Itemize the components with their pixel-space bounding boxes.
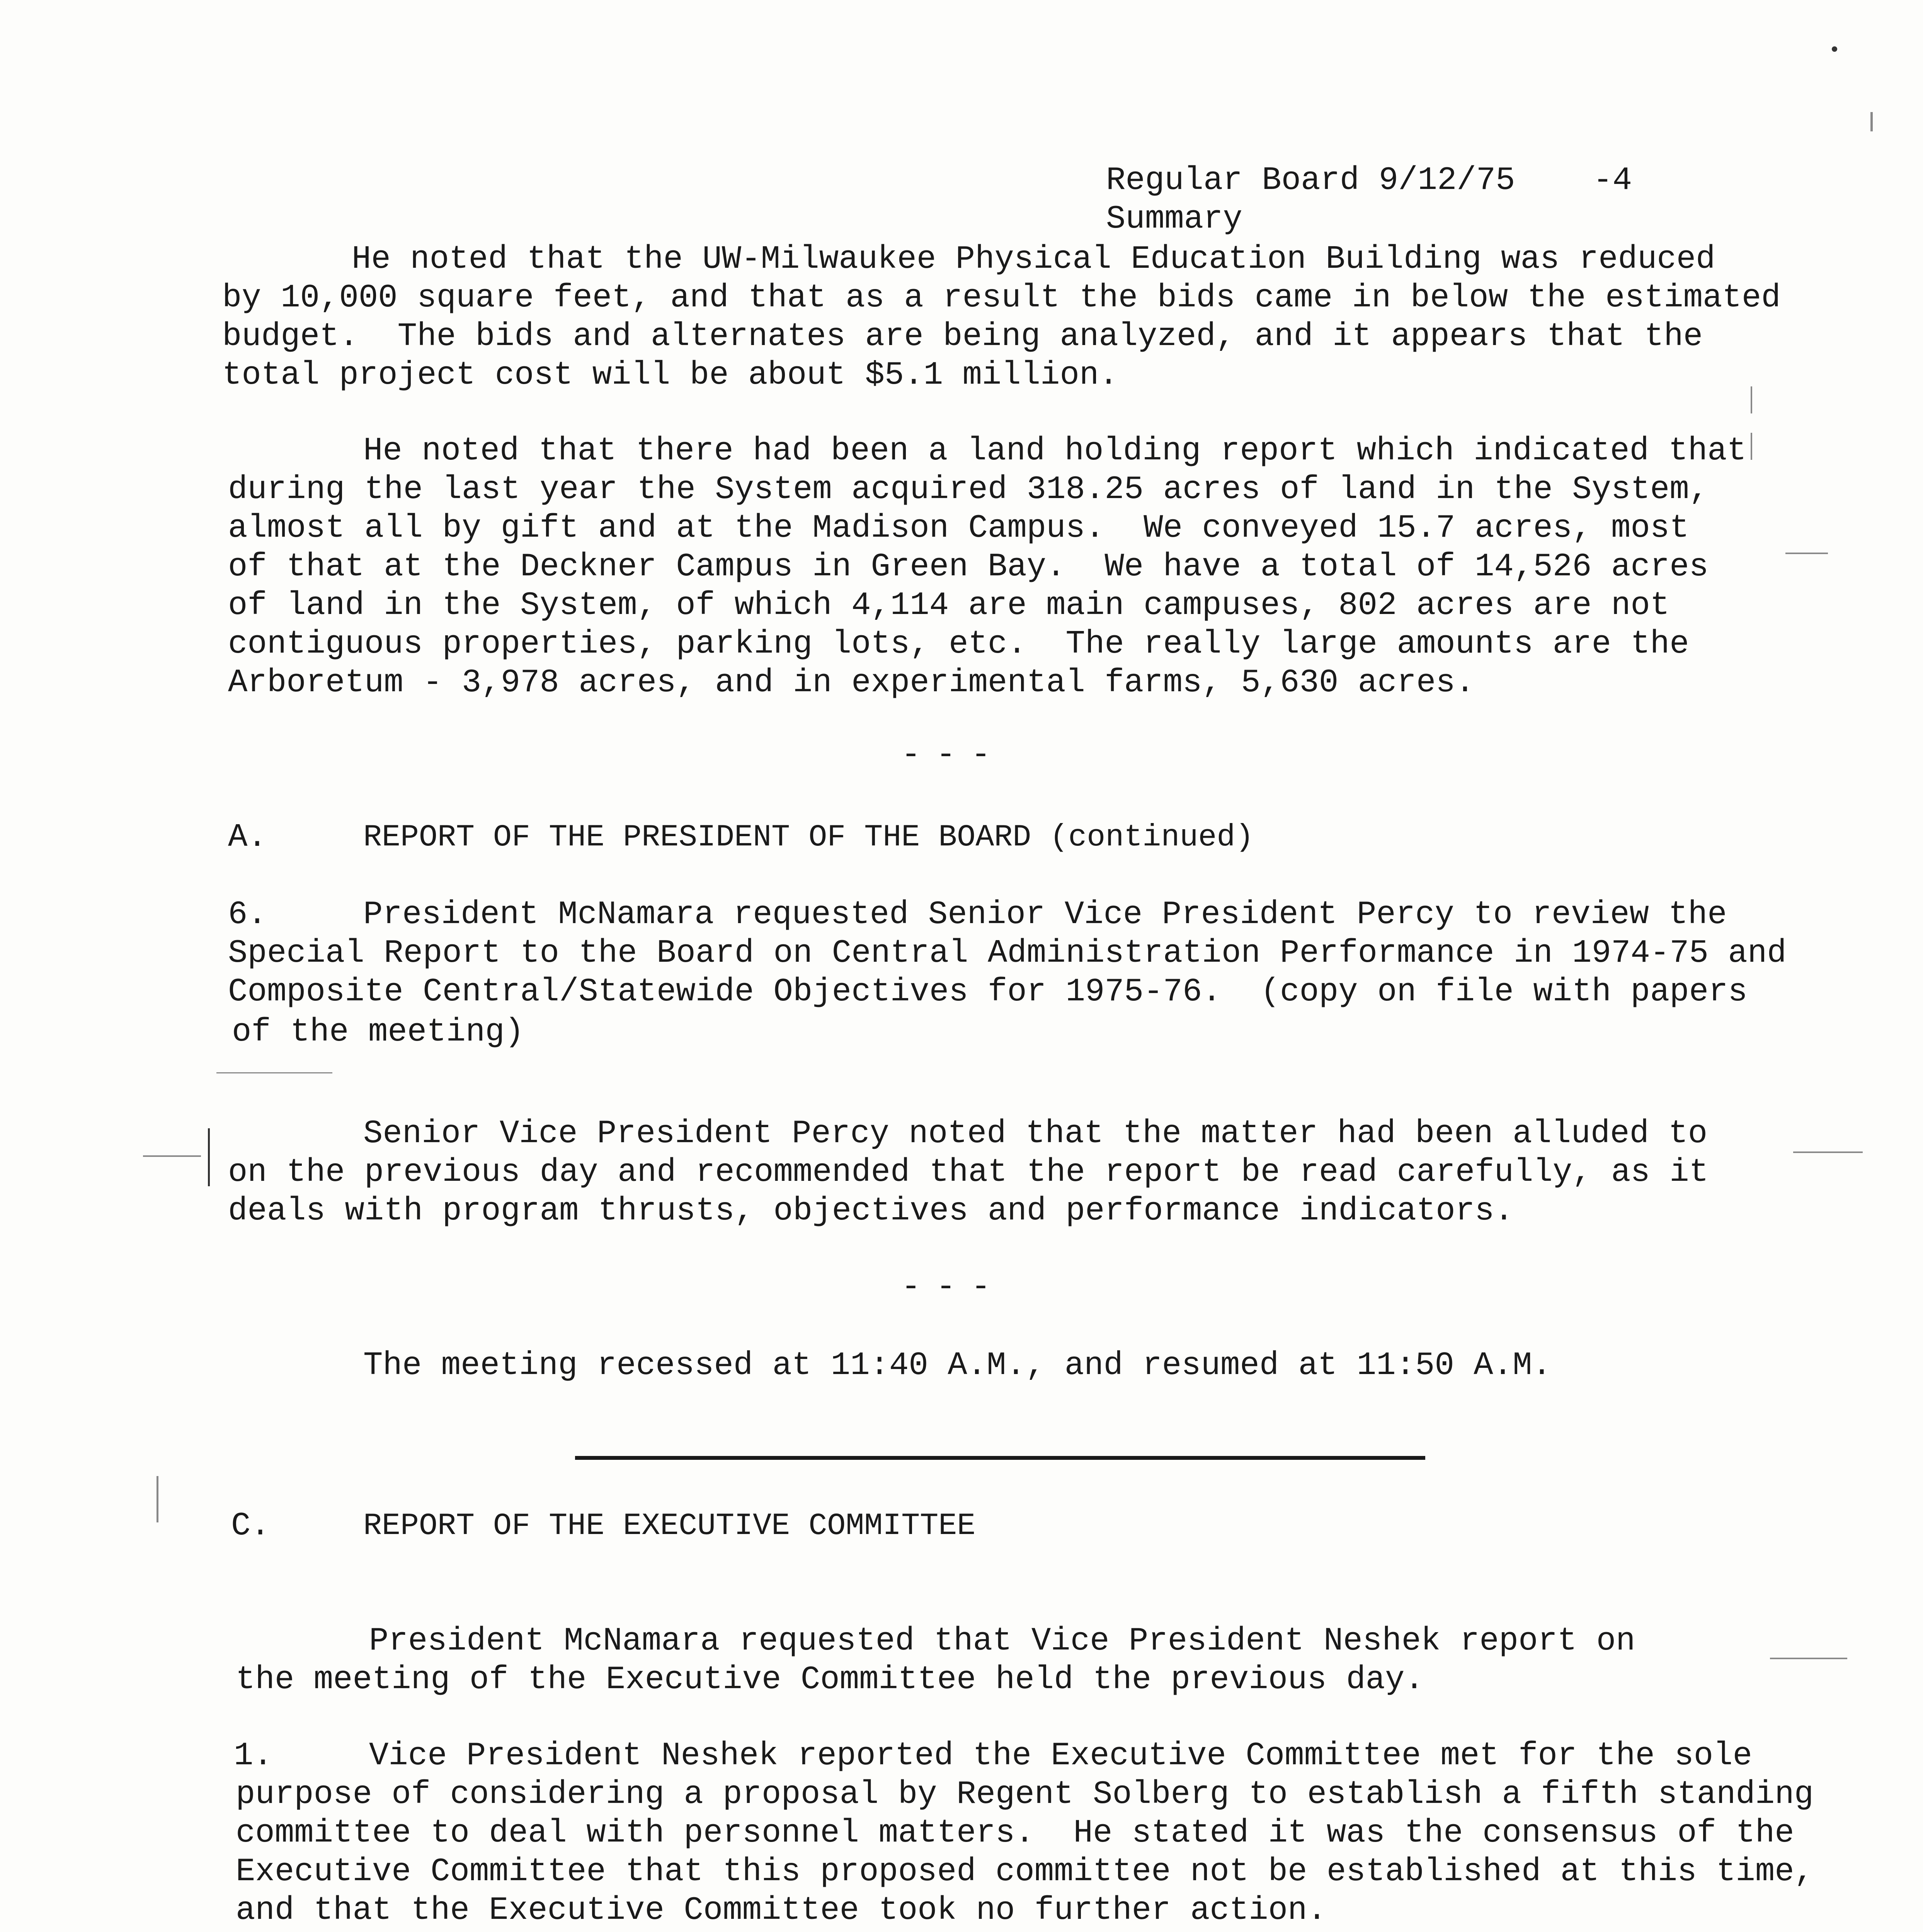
horizontal-rule [575, 1456, 1425, 1460]
recess-statement: The meeting recessed at 11:40 A.M., and resumed at 11:50 A.M. [363, 1347, 1552, 1384]
section-separator: --- [901, 1269, 1006, 1306]
paragraph-line: Arboretum - 3,978 acres, and in experimental farms, 5,630 acres. [228, 665, 1475, 701]
scan-mark [1832, 46, 1837, 52]
paragraph-line: committee to deal with personnel matters. He stated it was the consensus of the [236, 1815, 1794, 1852]
section-letter: C. [231, 1508, 270, 1544]
section-separator: --- [901, 737, 1006, 774]
paragraph-line: Executive Committee that this proposed committee not be established at this time, [236, 1854, 1814, 1890]
paragraph-line: almost all by gift and at the Madison Campus. We conveyed 15.7 acres, most [228, 510, 1689, 547]
section-letter: A. [228, 819, 267, 856]
paragraph-line: Senior Vice President Percy noted that the matter had been alluded to [363, 1116, 1708, 1152]
scan-mark [1870, 112, 1873, 131]
paragraph-line: President McNamara requested that Vice President Neshek report on [369, 1623, 1635, 1660]
item-number: 6. [228, 896, 267, 933]
scan-mark [1793, 1151, 1863, 1153]
paragraph-line: He noted that the UW-Milwaukee Physical Education Building was reduced [352, 241, 1715, 278]
paragraph-line: the meeting of the Executive Committee held the previous day. [236, 1662, 1424, 1698]
header-title: Regular Board 9/12/75 -4 [1106, 162, 1632, 199]
scan-mark [216, 1072, 332, 1073]
paragraph-line: Vice President Neshek reported the Executive Committee met for the sole [369, 1738, 1752, 1774]
paragraph-line: of that at the Deckner Campus in Green Bay. We have a total of 14,526 acres [228, 549, 1709, 585]
scan-mark [1751, 386, 1752, 413]
paragraph-line: He noted that there had been a land holding report which indicated that [363, 433, 1746, 469]
header-subtitle: Summary [1106, 201, 1242, 238]
paragraph-line: Composite Central/Statewide Objectives for 1975-76. (copy on file with papers [228, 974, 1748, 1010]
paragraph-line: purpose of considering a proposal by Regent Solberg to establish a fifth standing [236, 1776, 1814, 1813]
item-number: 1. [234, 1738, 273, 1774]
paragraph-line: of the meeting) [232, 1014, 524, 1051]
paragraph-line: and that the Executive Committee took no further action. [236, 1892, 1327, 1929]
paragraph-line: contiguous properties, parking lots, etc. The really large amounts are the [228, 626, 1689, 663]
scan-mark [157, 1476, 158, 1522]
paragraph-line: President McNamara requested Senior Vice President Percy to review the [363, 896, 1727, 933]
scan-mark [1770, 1658, 1847, 1659]
paragraph-line: during the last year the System acquired 318.25 acres of land in the System, [228, 471, 1709, 508]
section-heading: REPORT OF THE PRESIDENT OF THE BOARD (continued) [363, 820, 1254, 855]
paragraph-line: budget. The bids and alternates are being analyzed, and it appears that the [222, 318, 1703, 355]
paragraph-line: deals with program thrusts, objectives and performance indicators. [228, 1193, 1514, 1230]
paragraph-line: on the previous day and recommended that the report be read carefully, as it [228, 1154, 1709, 1191]
paragraph-line: total project cost will be about $5.1 million. [222, 357, 1118, 394]
scan-mark [208, 1128, 210, 1186]
scan-mark [1751, 433, 1752, 460]
section-heading: REPORT OF THE EXECUTIVE COMMITTEE [363, 1509, 976, 1544]
scan-mark [1785, 553, 1828, 554]
paragraph-line: Special Report to the Board on Central Administration Performance in 1974-75 and [228, 935, 1787, 972]
scan-mark [143, 1155, 201, 1157]
paragraph-line: by 10,000 square feet, and that as a result the bids came in below the estimated [222, 280, 1781, 316]
paragraph-line: of land in the System, of which 4,114 are main campuses, 802 acres are not [228, 587, 1670, 624]
